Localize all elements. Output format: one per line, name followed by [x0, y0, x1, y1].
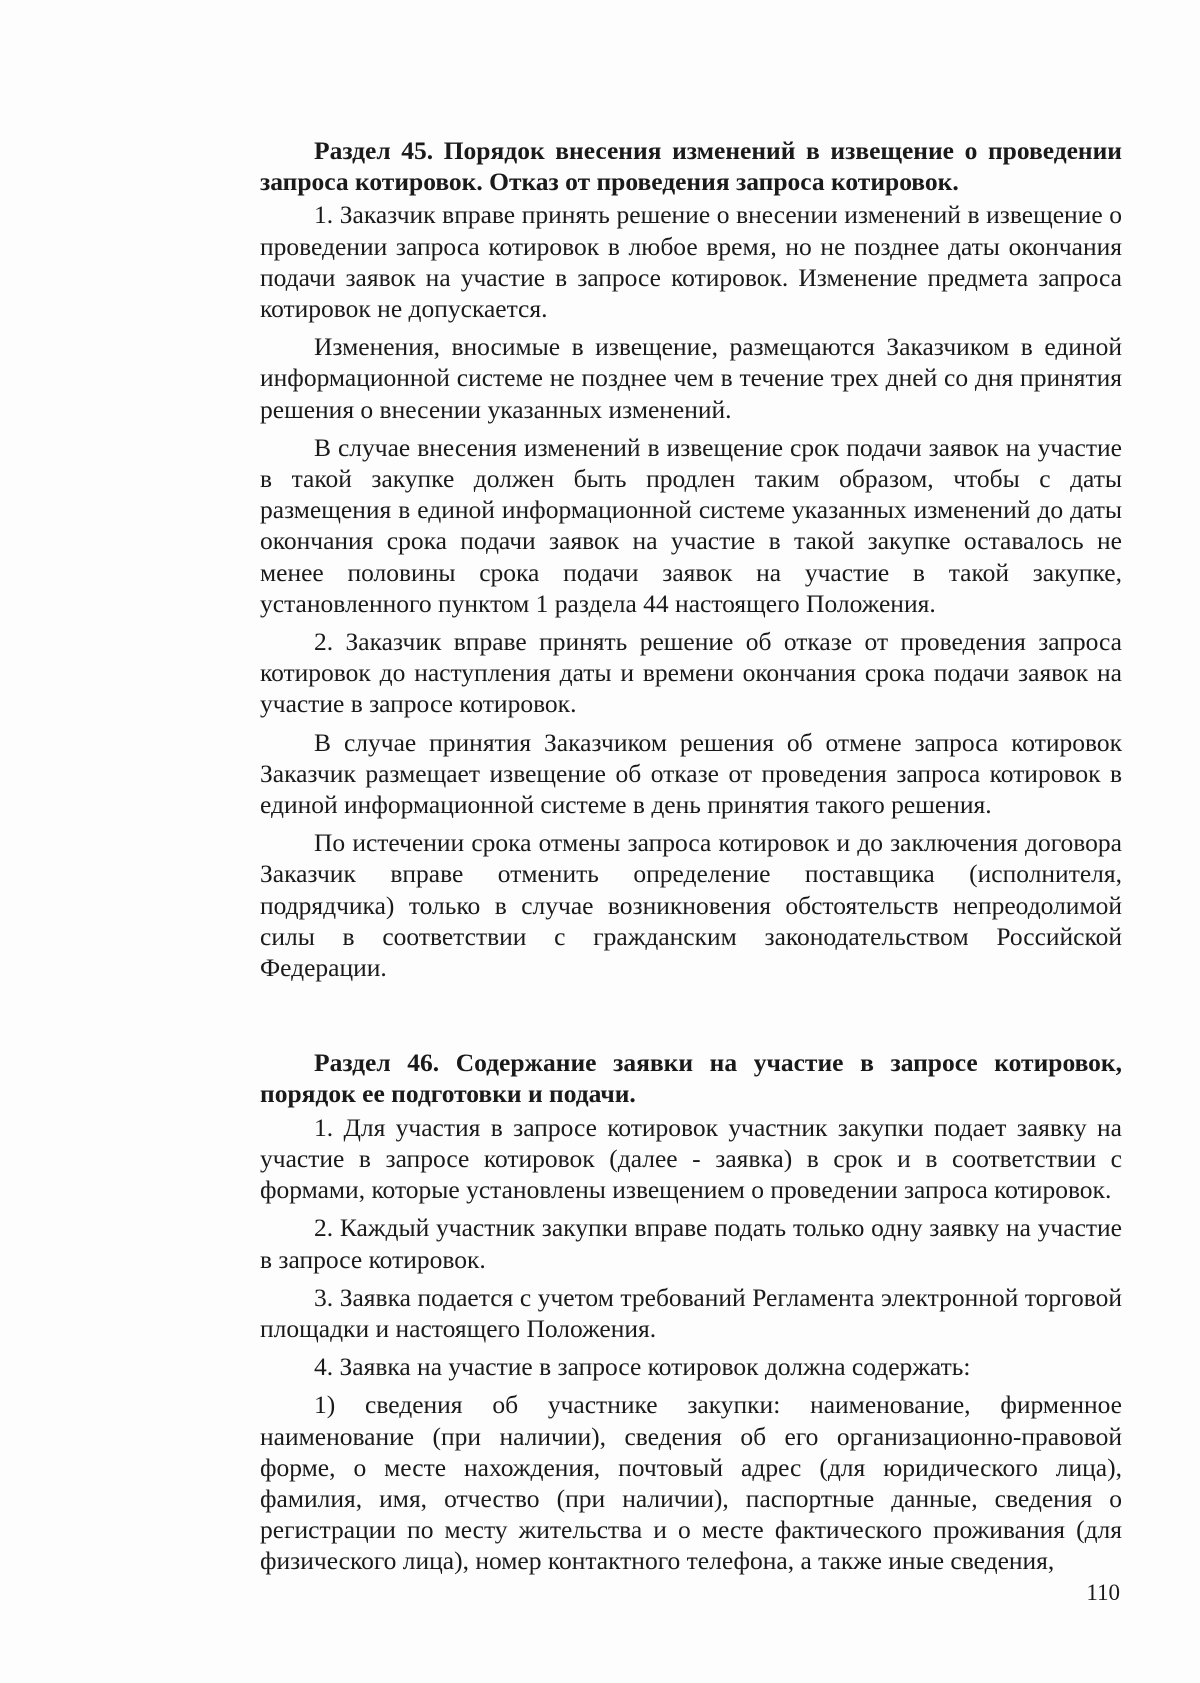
- section-45-paragraph: 2. Заказчик вправе принять решение об отказе от проведения запроса котировок до наступления даты и времени окончания срока подачи заявок на участие в запросе котировок.: [260, 627, 1122, 719]
- section-46-title: Раздел 46. Содержание заявки на участие в запросе котировок, порядок ее подготовки и подачи.: [260, 1048, 1122, 1109]
- section-45-paragraph: По истечении срока отмены запроса котировок и до заключения договора Заказчик вправе отменить определение поставщика (исполнителя, подрядчика) только в случае возникновения обстоятельств непреодолимой силы в соответствии с гражданским законодательством Российской Федерации.: [260, 828, 1122, 983]
- section-46-paragraph: 2. Каждый участник закупки вправе подать только одну заявку на участие в запросе котировок.: [260, 1213, 1122, 1274]
- section-46-paragraph: 1) сведения об участнике закупки: наименование, фирменное наименование (при наличии), сведения об его организационно-правовой форме, о месте нахождения, почтовый адрес (для юридического лица), фамилия, имя, отчество (при наличии), паспортные данные, сведения о регистрации по месту жительства и о месте фактического проживания (для физического лица), номер контактного телефона, а также иные сведения,: [260, 1390, 1122, 1576]
- section-45-paragraph: Изменения, вносимые в извещение, размещаются Заказчиком в единой информационной системе не позднее чем в течение трех дней со дня принятия решения о внесении указанных изменений.: [260, 332, 1122, 424]
- page-number: 110: [1086, 1580, 1120, 1605]
- document-body: [260, 135, 1122, 1584]
- section-46-paragraph: 3. Заявка подается с учетом требований Регламента электронной торговой площадки и настоящего Положения.: [260, 1282, 1122, 1343]
- section-45-paragraph: В случае принятия Заказчиком решения об отмене запроса котировок Заказчик размещает извещение об отказе от проведения запроса котировок в единой информационной системе в день принятия такого решения.: [260, 727, 1122, 820]
- section-46-paragraph: 4. Заявка на участие в запросе котировок должна содержать:: [314, 1352, 971, 1382]
- section-46-paragraph: 1. Для участия в запросе котировок участник закупки подает заявку на участие в запросе котировок (далее - заявка) в срок и в соответствии с формами, которые установлены извещением о проведении запроса котировок.: [260, 1112, 1122, 1205]
- section-45-title: Раздел 45. Порядок внесения изменений в извещение о проведении запроса котировок. Отказ от проведения запроса котировок.: [260, 136, 1122, 197]
- section-45-paragraph: 1. Заказчик вправе принять решение о внесении изменений в извещение о проведении запроса котировок в любое время, но не позднее даты окончания подачи заявок на участие в запросе котировок. Изменение предмета запроса котировок не допускается.: [260, 200, 1122, 324]
- section-45-paragraph: В случае внесения изменений в извещение срок подачи заявок на участие в такой закупке должен быть продлен таким образом, чтобы с даты размещения в единой информационной системе указанных изменений до даты окончания срока подачи заявок на участие в такой закупке оставалось не менее половины срока подачи заявок на участие в такой закупке, установленного пунктом 1 раздела 44 настоящего Положения.: [260, 432, 1122, 618]
